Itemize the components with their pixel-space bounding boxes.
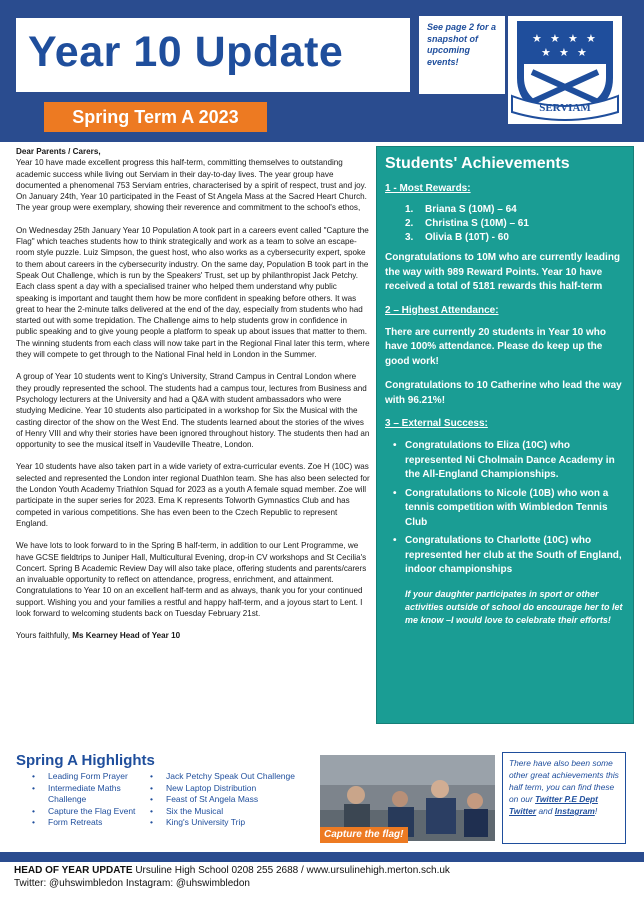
achievements-panel: [376, 146, 634, 724]
list-number: 3.: [405, 232, 414, 243]
list-text: Congratulations to Nicole (10B) who won a tennis competition with Wimbledon Tennis Club: [405, 487, 609, 528]
page-note: See page 2 for a snapshot of upcoming events!: [427, 22, 497, 67]
signer-name: Ms Kearney Head of Year 10: [72, 631, 181, 641]
footer-label: HEAD OF YEAR UPDATE: [14, 865, 133, 876]
crest-motto: SERVIAM: [539, 102, 591, 114]
list-number: 1.: [405, 204, 414, 215]
list-item: [150, 783, 295, 795]
svg-text:★: ★: [532, 32, 542, 45]
title-box: [14, 16, 412, 94]
list-item: [32, 783, 150, 806]
letter-greeting: Dear Parents / Carers,: [16, 147, 101, 156]
list-item: [405, 232, 625, 243]
section-title: 2 – Highest Attendance:: [385, 304, 499, 316]
footer-bar: [0, 852, 644, 862]
list-item: [405, 218, 625, 229]
achievements-title: Students' Achievements: [385, 155, 570, 172]
attendance-text: There are currently 20 students in Year 10 who have 100% attendance. Please do keep up the good work!: [385, 326, 607, 367]
footer: [14, 864, 450, 890]
bullet-icon: •: [150, 805, 153, 816]
letter-paragraph: A group of Year 10 students went to King's University, Strand Campus in Central London where they proudly represented the school. The students had a campus tour, lectures from Business and Psychology lecturers at the University and had a Q&A with student ambassadors who were studying Medicine. Year 10 students also participated in a workshop for Six the Musical with the casting director of the show on the West End. The students learned about the stories of the wives of Henry VIII and why their stories have been ignored throughout history. The students then had an opportunity to see the musical itself in Vaudeville Theatre, London.: [16, 372, 370, 450]
rewards-summary: Congratulations to 10M who are currently leading the way with 989 Reward Points. Year 10 have received a total of 5181 rewards this half-term: [385, 252, 621, 292]
list-text: Form Retreats: [48, 817, 103, 827]
list-text: Jack Petchy Speak Out Challenge: [166, 771, 295, 781]
term-badge: [44, 102, 267, 132]
signoff-text: Yours faithfully,: [16, 631, 70, 641]
bullet-icon: •: [150, 817, 153, 827]
list-item: [150, 771, 295, 783]
bullet-icon: •: [150, 794, 153, 804]
letter-paragraph: Year 10 students have also taken part in a wide variety of extra-curricular events. Zoe H (10C) was selected and represented the London inter regional Duathlon team. She has also been selected for the London Youth Academy Triathlon Squad for 2023 as a youth A female squad member. Zoe will participate in the super series for 2023. Ema K represents Tolworth Gymnastics Club and has competed in various competitions. She has even been to the Czech Republic to represent England.: [16, 462, 370, 528]
footer-line-2: Twitter: @uhswimbledon Instagram: @uhswimbledon: [14, 878, 250, 889]
list-text: Briana S (10M) – 64: [425, 204, 517, 215]
list-text: Leading Form Prayer: [48, 771, 128, 781]
svg-text:★: ★: [568, 32, 578, 45]
list-text: Christina S (10M) – 61: [425, 218, 529, 229]
instagram-link[interactable]: Instagram: [554, 806, 595, 816]
svg-text:★: ★: [550, 32, 560, 45]
rewards-list: [405, 204, 625, 243]
svg-text:★: ★: [586, 32, 596, 45]
footer-contact: Ursuline High School 0208 255 2688 / www.ursulinehigh.merton.sch.uk: [135, 865, 450, 876]
bullet-icon: •: [150, 782, 153, 793]
svg-text:★: ★: [559, 46, 569, 59]
highlights-title: Spring A Highlights: [16, 752, 155, 769]
list-item: [32, 771, 150, 783]
other-text: !: [594, 806, 598, 816]
list-item: [393, 534, 625, 578]
highlights-col-1: [32, 771, 150, 829]
list-item: [393, 487, 625, 531]
bullet-icon: •: [393, 487, 397, 499]
photo-caption: Capture the flag!: [320, 827, 408, 843]
attendance-congrats: Congratulations to 10 Catherine who lead the way with 96.21%!: [385, 380, 622, 406]
bullet-icon: •: [32, 817, 35, 827]
list-text: King's University Trip: [166, 817, 246, 827]
list-number: 2.: [405, 218, 414, 229]
list-item: [32, 817, 150, 829]
letter-paragraph: Year 10 have made excellent progress this half-term, committing themselves to outstanding academic success while living out Serviam in their day-to-day lives. The year group have documented a phenomenal 753 Serviam entries, characterised by a spirit of respect, trust and joy. On January 24th, Year 10 participated in the Feast of St Angela Mass at the Sacred Heart Church. The year group were exemplary, showing their reverence and commitment to the school's ethos,: [16, 158, 367, 213]
svg-text:★: ★: [577, 46, 587, 59]
highlights-section: [16, 752, 312, 829]
letter-body: [16, 146, 370, 653]
list-item: [150, 817, 295, 829]
list-item: [405, 204, 625, 215]
list-text: Congratulations to Eliza (10C) who represented Ni Cholmain Dance Academy in the All-England Championships.: [405, 440, 615, 480]
bullet-icon: •: [32, 805, 35, 816]
other-text: There have also been some other great achievements this half term, you can find these on our: [509, 758, 619, 804]
letter-signoff: [16, 630, 370, 641]
list-item: [32, 806, 150, 818]
section-title: 1 - Most Rewards:: [385, 183, 471, 194]
term-label: Spring Term A 2023: [72, 107, 239, 127]
twitter-link[interactable]: Twitter P.E Dept Twitter: [509, 794, 598, 816]
bullet-icon: •: [32, 771, 35, 781]
letter-paragraph: On Wednesday 25th January Year 10 Population A took part in a careers event called "Capture the Flag" which teaches students how to think strategically and work as a team to solve an escape-room style puzzle. Luiz Simpson, the guest host, who also works as a cybersecurity expert, spoke to them about careers in the cybersecurity industry. On the same day, Population B took part in the Speak Out Challenge, which is run by the Speakers' Trust, set up by philanthropist Jack Petchy. Each class spent a day with a specialised trainer who helped them understand why public speaking is important and taught them how be more confident in speaking before others. It was great to hear the 2-minute talks delivered at the end of the day, especially from students who had started out with some trepidation. The Challenge aims to help students grow in confidence in public speaking and to give young people a platform to speak up about issues that matter to them. The winning students from each class will now take part in the Regional Final later this term, where they will compete to get through to the National Final held in London in the Summer.: [16, 225, 370, 360]
list-text: Capture the Flag Event: [48, 805, 136, 816]
note-box: [419, 16, 505, 94]
highlights-col-2: [150, 771, 295, 829]
section-title: 3 – External Success:: [385, 418, 488, 429]
bullet-icon: •: [150, 771, 153, 781]
footer-line-1: [14, 864, 450, 877]
other-achievements-box: [502, 752, 626, 844]
external-list: [393, 439, 625, 578]
list-text: New Laptop Distribution: [166, 782, 257, 793]
list-item: [150, 794, 295, 806]
page-title: Year 10 Update: [28, 28, 344, 76]
school-crest-icon: [508, 16, 622, 124]
other-text: and: [536, 806, 555, 816]
bullet-icon: •: [32, 782, 35, 793]
bullet-icon: •: [393, 535, 397, 546]
list-text: Olivia B (10T) - 60: [425, 232, 509, 243]
bullet-icon: •: [393, 440, 397, 451]
letter-paragraph: We have lots to look forward to in the Spring B half-term, in addition to our Lent Programme, we have GCSE fieldtrips to Juniper Hall, Multicultural Evening, drop-in CV workshops and St Cecilia's Concert. Spring B Academic Review Day will also take place, offering students and parents/carers an invaluable opportunity to reflect on attendance, progress, enrichment, and attainment. Congratulations to Year 10 on an excellent half-term and as always, thank you for your continued support. Wishing you and your families a restful and happy half-term, and a joyous start to Lent. I look forward to welcoming students back on Tuesday February 21st.: [16, 541, 367, 618]
list-item: [393, 439, 625, 483]
list-text: Feast of St Angela Mass: [166, 794, 259, 804]
list-text: Six the Musical: [166, 805, 224, 816]
closing-note: If your daughter participates in sport or other activities outside of school do encourage her to let me know –I would love to celebrate their efforts!: [405, 588, 623, 625]
list-item: [150, 806, 295, 818]
crest-box: [508, 16, 622, 124]
svg-text:★: ★: [541, 46, 551, 59]
list-text: Congratulations to Charlotte (10C) who represented her club at the South of England, indoor championships: [405, 535, 622, 575]
list-text: Intermediate Maths Challenge: [48, 782, 121, 804]
